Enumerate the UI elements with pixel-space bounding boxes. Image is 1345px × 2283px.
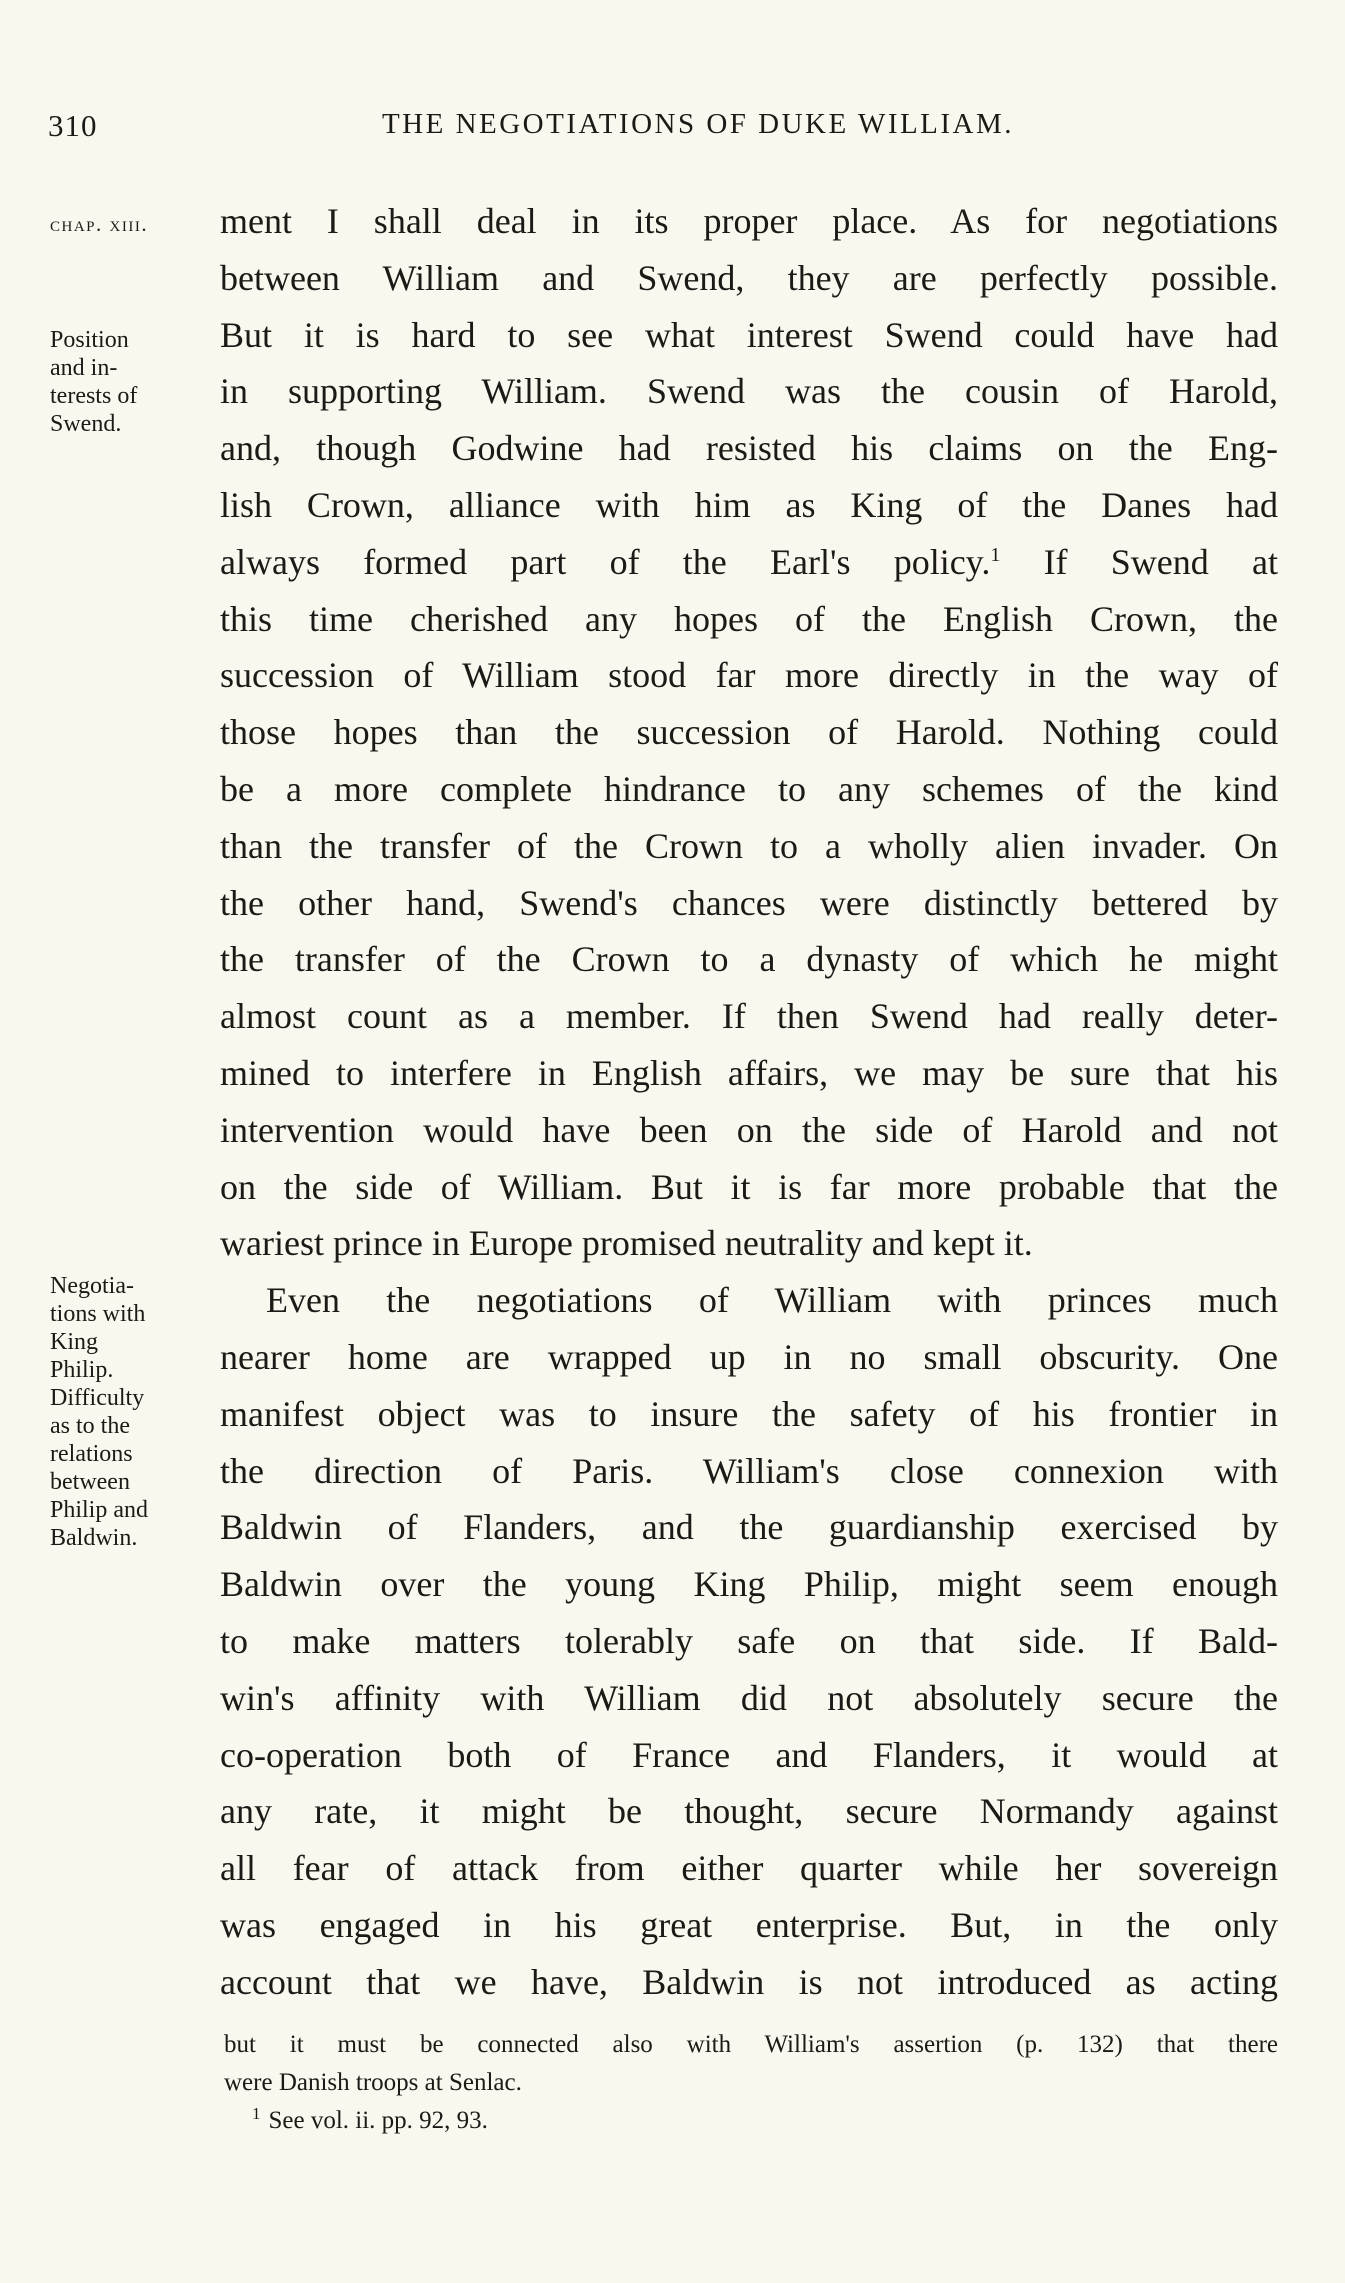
text-line: was engaged in his great enterprise. But, in the only [220, 1904, 1278, 1945]
text-line: But it is hard to see what interest Swend could have had [220, 314, 1278, 355]
sidenote-line: Negotia- [50, 1273, 134, 1299]
sidenote-line: Baldwin. [50, 1525, 138, 1551]
text-line: Baldwin of Flanders, and the guardianship exercised by [220, 1507, 1278, 1548]
text-line: than the transfer of the Crown to a wholly alien invader. On [220, 825, 1278, 866]
sidenote-line: between [50, 1469, 130, 1495]
sidenote-line: and in- [50, 355, 118, 381]
text-fragment: always formed part of the Earl's policy. [220, 541, 991, 582]
sidenote-philip [50, 1272, 220, 1552]
text-line: the transfer of the Crown to a dynasty of which he might [220, 939, 1278, 980]
footnote-reference: 1 [990, 543, 1001, 566]
text-line: Baldwin over the young King Philip, might seem enough [220, 1564, 1278, 1605]
text-line: any rate, it might be thought, secure Normandy against [220, 1791, 1278, 1832]
page-header [48, 108, 1278, 152]
text-line: in supporting William. Swend was the cousin of Harold, [220, 371, 1278, 412]
text-line: Even the negotiations of William with princes much [266, 1280, 1278, 1321]
sidenote-line: Difficulty [50, 1385, 145, 1411]
text-line: account that we have, Baldwin is not introduced as acting [220, 1961, 1278, 2002]
text-line: co-operation both of France and Flanders, it would at [220, 1734, 1278, 1775]
text-line: on the side of William. But it is far more probable that the [220, 1166, 1278, 1207]
text-line: wariest prince in Europe promised neutrality and kept it. [220, 1223, 1033, 1264]
text-line: this time cherished any hopes of the English Crown, the [220, 598, 1278, 639]
sidenote-line: terests of [50, 383, 138, 409]
text-line: intervention would have been on the side of Harold and not [220, 1109, 1278, 1150]
text-line: and, though Godwine had resisted his claims on the Eng- [220, 428, 1278, 469]
sidenote-line: Swend. [50, 411, 122, 437]
running-title: THE NEGOTIATIONS OF DUKE WILLIAM. [381, 108, 1015, 140]
text-line: all fear of attack from either quarter while her sovereign [220, 1848, 1278, 1889]
sidenote-line: relations [50, 1441, 133, 1467]
chapter-number: xiii. [109, 212, 149, 236]
sidenote-line: Philip. [50, 1357, 114, 1383]
text-line: almost count as a member. If then Swend had really deter- [220, 996, 1278, 1037]
chapter-marker [50, 212, 148, 237]
text-fragment: If Swend at [1000, 541, 1278, 582]
sidenote-line: as to the [50, 1413, 130, 1439]
text-line: be a more complete hindrance to any schemes of the kind [220, 768, 1278, 809]
text-line: nearer home are wrapped up in no small obscurity. One [220, 1336, 1278, 1377]
text-line: those hopes than the succession of Harold. Nothing could [220, 712, 1278, 753]
text-line: mined to interfere in English affairs, we may be sure that his [220, 1052, 1278, 1093]
text-line: between William and Swend, they are perfectly possible. [220, 257, 1278, 298]
footnote-text: See vol. ii. pp. 92, 93. [268, 2107, 488, 2134]
footnote-line: were Danish troops at Senlac. [224, 2069, 522, 2096]
text-line: the other hand, Swend's chances were distinctly bettered by [220, 882, 1278, 923]
sidenote-line: Philip and [50, 1497, 149, 1523]
text-line: ment I shall deal in its proper place. As for negotiations [220, 201, 1278, 241]
text-line: succession of William stood far more directly in the way of [220, 655, 1278, 696]
page-number: 310 [48, 108, 98, 143]
footnote-1 [224, 2102, 1278, 2140]
text-line: win's affinity with William did not absolutely secure the [220, 1677, 1278, 1718]
sidenote-swend [50, 326, 220, 438]
text-line: to make matters tolerably safe on that side. If Bald- [220, 1620, 1278, 1661]
text-line: the direction of Paris. William's close connexion with [220, 1450, 1278, 1491]
sidenote-line: Position [50, 327, 129, 353]
sidenote-line: King [50, 1329, 98, 1355]
main-text [220, 193, 1278, 2011]
sidenote-line: tions with [50, 1301, 146, 1327]
footnote-line: but it must be connected also with William's assertion (p. 132) that there [224, 2031, 1278, 2058]
text-line: lish Crown, alliance with him as King of the Danes had [220, 484, 1278, 525]
text-line: manifest object was to insure the safety of his frontier in [220, 1393, 1278, 1434]
footnotes [224, 2026, 1278, 2140]
footnote-marker: 1 [252, 2103, 261, 2123]
text-line-with-footnote [220, 534, 1278, 591]
chapter-prefix: chap. [50, 212, 103, 236]
